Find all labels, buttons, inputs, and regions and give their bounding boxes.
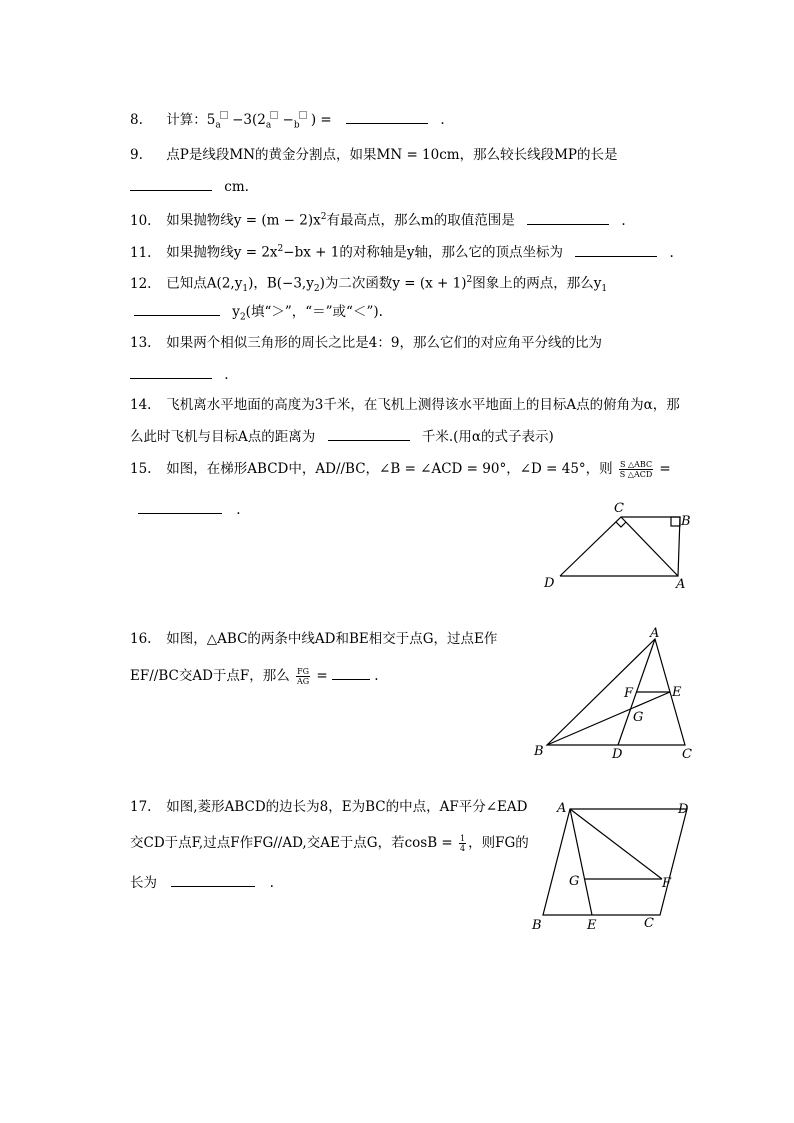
answer-blank: [527, 211, 609, 225]
q9-text: 点P是线段MN的黄金分割点，如果MN = 10cm，那么较长线段MP的长是: [166, 147, 618, 163]
q9: [130, 146, 618, 164]
q17-line2-text: 交CD于点F,过点F作FG//AD,交AE于点G，若cosB =: [130, 835, 453, 851]
q16-label-e: E: [672, 685, 682, 700]
answer-blank: [138, 500, 222, 514]
q14-text: 飞机离水平地面的高度为3千米，在飞机上测得该水平地面上的目标A点的俯角为α，那: [166, 397, 680, 413]
q17-frac-bottom: 4: [460, 844, 466, 853]
q16: [130, 630, 497, 648]
q12-l2b: (填“＞”，“＝”或“＜”).: [245, 304, 383, 320]
q15-label-d: D: [544, 576, 555, 591]
answer-blank: [130, 365, 212, 379]
answer-blank: [328, 427, 410, 441]
q12-l2a: y: [232, 304, 240, 320]
q17-frac-top: 1: [460, 834, 466, 843]
q14: [130, 396, 680, 414]
q15-eq: =: [659, 461, 671, 477]
q10-tail: .: [621, 212, 626, 229]
q16-figure: [530, 625, 700, 765]
q12-number: 12.: [130, 275, 152, 292]
q12-s3: 1: [601, 284, 608, 295]
q11-pre: 如果抛物线y = 2x: [166, 244, 278, 261]
q14-line2: [130, 427, 554, 446]
answer-blank: [575, 243, 657, 257]
q17-line2: [130, 834, 529, 853]
q15-label-c: C: [614, 501, 624, 516]
q16-label-d: D: [612, 747, 623, 762]
q15-line2: [138, 500, 241, 519]
q9-line2: [130, 177, 249, 196]
q8-a2: a: [265, 120, 272, 131]
q14-line2-text: 么此时飞机与目标A点的距离为: [130, 429, 316, 445]
q8-tail: .: [440, 112, 445, 128]
q17-number: 17.: [130, 799, 152, 815]
q12-exp: 2: [466, 275, 473, 285]
q8: [130, 110, 445, 135]
q12-line2: [134, 302, 383, 327]
q13: [130, 334, 602, 352]
q16-tail: .: [374, 668, 379, 684]
q8-number: 8.: [130, 112, 143, 128]
answer-blank: [332, 666, 370, 680]
q14-number: 14.: [130, 397, 152, 413]
q8-suffix: ) =: [310, 112, 332, 128]
q16-label-f: F: [624, 686, 634, 701]
q13-number: 13.: [130, 335, 152, 351]
q11: [130, 240, 674, 262]
q11-exp: 2: [277, 244, 284, 254]
q17-line3: [130, 873, 274, 892]
q15-frac-bottom: S △ACD: [619, 470, 653, 479]
q8-minus: −: [282, 112, 294, 128]
q16-label-a: A: [650, 626, 660, 641]
q17-figure: [525, 795, 700, 935]
q10-exp: 2: [320, 212, 327, 222]
answer-blank: [134, 302, 220, 316]
q16-label-c: C: [682, 747, 692, 762]
q15-diagonal-ca: [621, 517, 678, 576]
q15: [130, 460, 671, 479]
q16-number: 16.: [130, 631, 152, 647]
q11-tail: .: [669, 244, 674, 261]
q12-s4: 2: [239, 312, 246, 323]
q12-t3: )为二次函数y = (x + 1): [319, 275, 467, 292]
q17: [130, 798, 527, 816]
q15-fraction: [619, 460, 653, 479]
q17-fraction: [459, 834, 466, 853]
answer-blank: [346, 110, 428, 124]
q10-number: 10.: [130, 212, 152, 229]
q17-segment-af: [570, 809, 662, 879]
q13-line2: [130, 365, 229, 384]
q17-label-f: F: [662, 876, 672, 891]
q12: [130, 271, 607, 298]
q12-s2: 2: [313, 284, 320, 295]
q17-rhombus: [543, 809, 687, 915]
q16-eq: =: [316, 668, 328, 684]
q16-frac-top: FG: [297, 667, 310, 676]
answer-blank: [130, 177, 212, 191]
q10-post: 有最高点，那么m的取值范围是: [326, 212, 515, 229]
q17-label-a: A: [557, 801, 567, 816]
q16-line2: [130, 666, 379, 686]
q11-post: −bx + 1的对称轴是y轴，那么它的顶点坐标为: [283, 244, 563, 261]
q15-text: 如图，在梯形ABCD中，AD//BC，∠B = ∠ACD = 90°，∠D = 45°，则: [166, 461, 613, 477]
q17-text: 如图,菱形ABCD的边长为8，E为BC的中点，AF平分∠EAD: [166, 799, 528, 815]
q16-fraction: [296, 667, 310, 686]
answer-blank: [171, 873, 255, 887]
q13-text: 如果两个相似三角形的周长之比是4：9，那么它们的对应角平分线的比为: [166, 335, 602, 351]
q12-s1: 1: [242, 284, 249, 295]
q17-line3-text: 长为: [130, 875, 157, 891]
q15-label-b: B: [681, 514, 691, 529]
q16-median-be: [547, 692, 670, 745]
q11-number: 11.: [130, 244, 152, 261]
q17-label-d: D: [678, 802, 689, 817]
q17-tail: .: [269, 875, 274, 891]
q8-b: b: [293, 120, 300, 131]
q17-label-c: C: [644, 916, 654, 931]
q9-tail: cm.: [224, 179, 249, 195]
placeholder-box-icon: [270, 111, 278, 119]
q17-segment-ae: [570, 809, 592, 915]
q9-number: 9.: [130, 147, 143, 163]
q8-prefix: 计算：5: [166, 112, 216, 128]
q12-t1: 已知点A(2,y: [166, 275, 243, 292]
q15-tail: .: [236, 502, 241, 518]
q17-label-e: E: [587, 918, 597, 933]
q17-label-b: B: [532, 918, 542, 933]
q15-right-angle-c: [616, 522, 626, 527]
q17-line2b: ，则FG的: [468, 835, 529, 851]
q15-right-angle-b: [671, 517, 680, 526]
q10: [130, 208, 626, 230]
q15-figure: [540, 500, 700, 595]
q16-text: 如图，△ABC的两条中线AD和BE相交于点G，过点E作: [166, 631, 498, 647]
q12-t4: 图象上的两点，那么y: [472, 275, 602, 292]
q8-mid: −3(2: [232, 112, 266, 128]
q16-line2-text: EF//BC交AD于点F，那么: [130, 668, 290, 684]
q17-label-g: G: [569, 874, 580, 889]
q10-pre: 如果抛物线y = (m − 2)x: [166, 212, 321, 229]
q13-tail: .: [224, 367, 229, 383]
q15-number: 15.: [130, 461, 152, 477]
placeholder-box-icon: [220, 111, 228, 119]
q14-tail: 千米.(用α的式子表示): [421, 429, 554, 445]
q16-frac-bottom: AG: [296, 677, 310, 686]
q12-t2: )，B(−3,y: [248, 275, 314, 292]
placeholder-box-icon: [299, 111, 307, 119]
q8-a: a: [215, 120, 221, 131]
q15-frac-top: S △ABC: [619, 460, 653, 469]
q16-label-b: B: [534, 744, 544, 759]
q16-label-g: G: [633, 710, 644, 725]
q15-label-a: A: [676, 577, 686, 592]
